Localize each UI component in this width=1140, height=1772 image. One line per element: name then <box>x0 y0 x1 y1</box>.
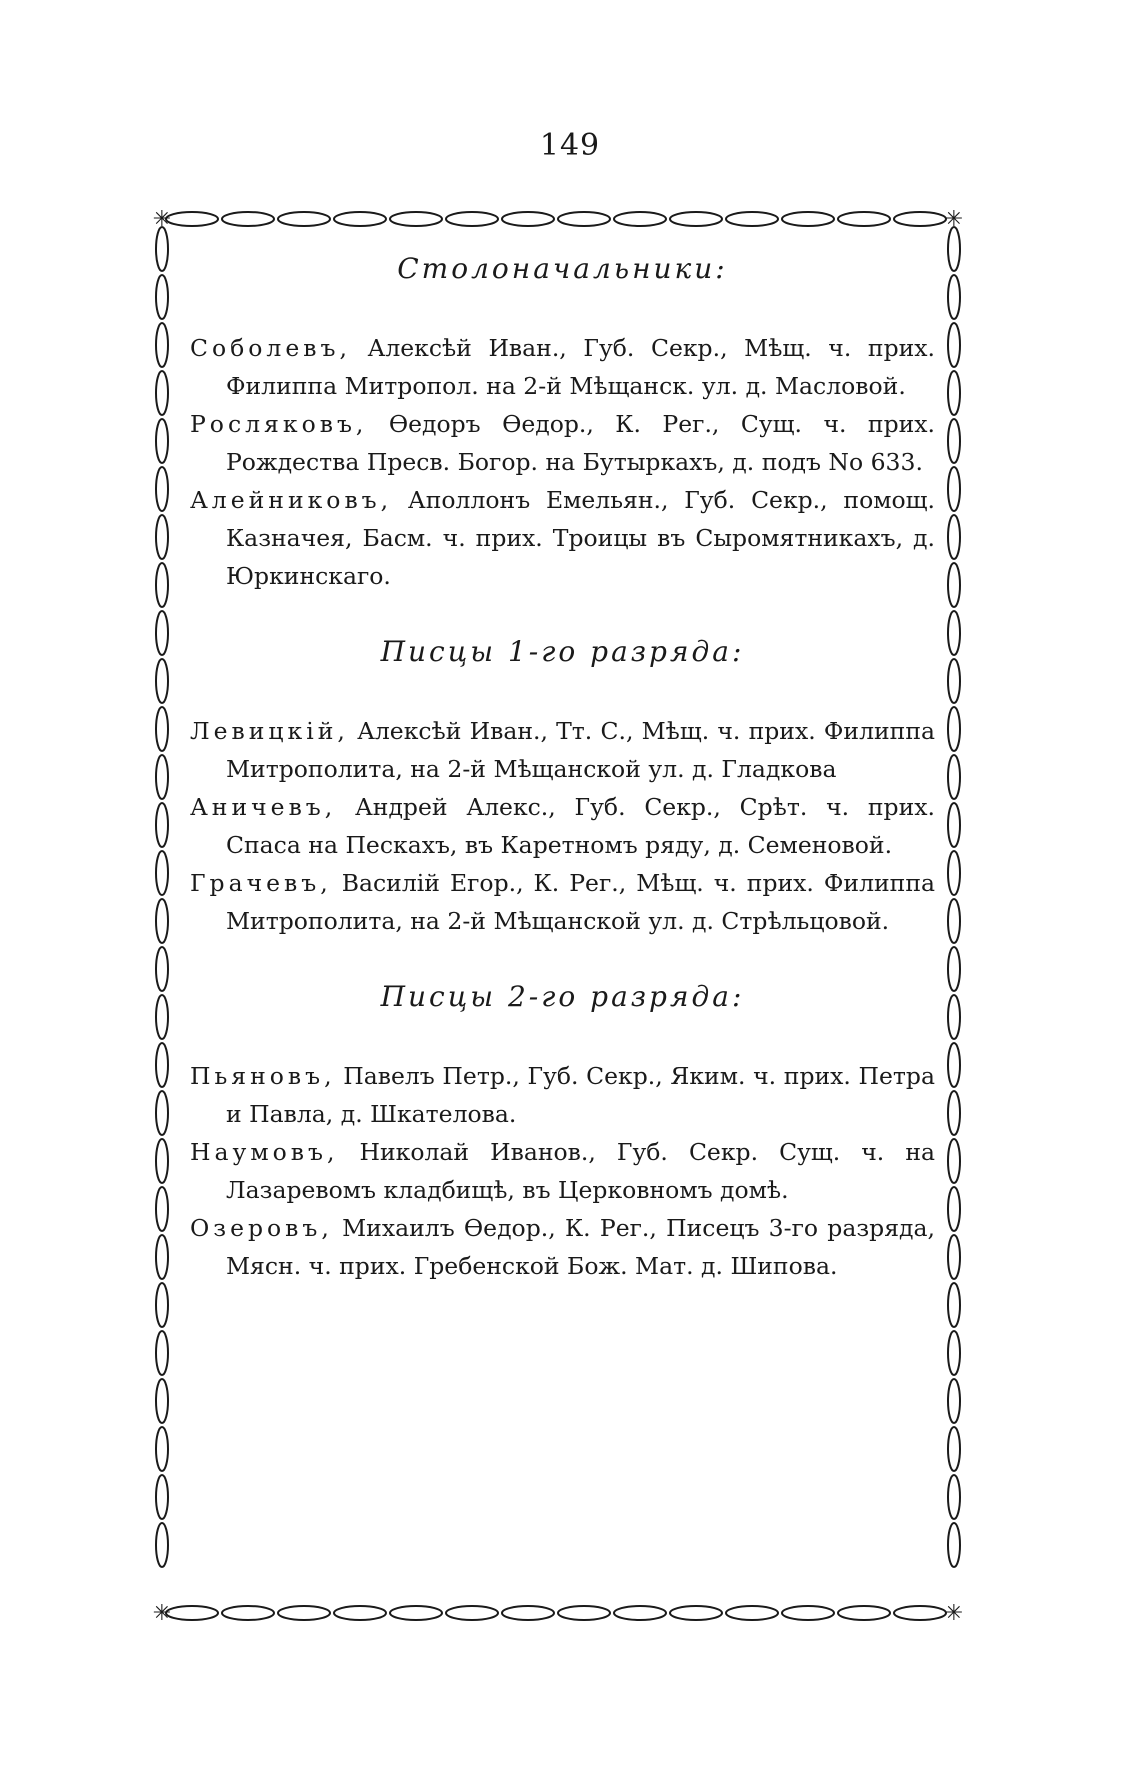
border-link <box>948 1379 960 1423</box>
border-link <box>156 1139 168 1183</box>
border-link <box>156 1331 168 1375</box>
border-link <box>390 1606 442 1620</box>
section-stolonachalniki <box>190 252 935 595</box>
entry-text: Николай Иванов., Губ. Секр. Сущ. ч. на Лазаревомъ кладбищѣ, въ Церковномъ домѣ. <box>226 1138 935 1204</box>
list-item <box>190 1057 935 1133</box>
border-link <box>948 755 960 799</box>
border-link <box>156 419 168 463</box>
border-link <box>948 611 960 655</box>
border-link <box>156 947 168 991</box>
section-pistsy-1 <box>190 635 935 940</box>
border-link <box>948 1427 960 1471</box>
border-link <box>838 212 890 226</box>
list-item <box>190 481 935 595</box>
list-item <box>190 788 935 864</box>
border-link <box>156 467 168 511</box>
border-link <box>156 563 168 607</box>
corner-star-icon: ✳ <box>944 1601 964 1626</box>
border-link <box>948 899 960 943</box>
corner-star-icon: ✳ <box>944 207 964 232</box>
border-link <box>948 1187 960 1231</box>
border-link <box>948 515 960 559</box>
section-pistsy-2 <box>190 980 935 1285</box>
border-link <box>156 899 168 943</box>
border-link <box>894 212 946 226</box>
entry-surname: Наумовъ, <box>190 1138 339 1166</box>
border-link <box>782 212 834 226</box>
border-link <box>948 851 960 895</box>
border-link <box>156 851 168 895</box>
list-item <box>190 864 935 940</box>
border-link <box>894 1606 946 1620</box>
entry-text: Василій Егор., К. Рег., Мѣщ. ч. прих. Филиппа Митрополита, на 2-й Мѣщанской ул. д. Стрѣльцовой. <box>226 869 935 935</box>
border-link <box>726 212 778 226</box>
border-link <box>670 1606 722 1620</box>
border-link <box>222 1606 274 1620</box>
entry-surname: Алейниковъ, <box>190 486 393 514</box>
entry-text: Андрей Алекс., Губ. Секр., Срѣт. ч. прих. Спаса на Пескахъ, въ Каретномъ ряду, д. Семеновой. <box>226 793 935 859</box>
border-link <box>948 947 960 991</box>
border-link <box>948 275 960 319</box>
entry-text: Алексѣй Иван., Губ. Секр., Мѣщ. ч. прих. Филиппа Митропол. на 2-й Мѣщанск. ул. д. Масловой. <box>226 334 935 400</box>
border-link <box>156 707 168 751</box>
border-link <box>948 1475 960 1519</box>
border-link <box>948 1235 960 1279</box>
border-link <box>156 659 168 703</box>
list-item <box>190 1209 935 1285</box>
border-link <box>446 1606 498 1620</box>
border-link <box>334 1606 386 1620</box>
border-link <box>948 371 960 415</box>
border-link <box>156 1475 168 1519</box>
entry-text: Ѳедоръ Ѳедор., К. Рег., Сущ. ч. прих. Рождества Пресв. Богор. на Бутыркахъ, д. подъ No 633. <box>226 410 935 476</box>
border-link <box>948 1091 960 1135</box>
list-item <box>190 329 935 405</box>
entry-text: Павелъ Петр., Губ. Секр., Яким. ч. прих. Петра и Павла, д. Шкателова. <box>226 1062 935 1128</box>
section-title: Писцы 2-го разряда: <box>380 980 745 1013</box>
border-link <box>948 1283 960 1327</box>
entry-surname: Росляковъ, <box>190 410 368 438</box>
border-link <box>156 1379 168 1423</box>
border-link <box>156 371 168 415</box>
border-link <box>446 212 498 226</box>
border-link <box>156 1427 168 1471</box>
border-link <box>948 1139 960 1183</box>
border-link <box>156 1235 168 1279</box>
border-link <box>948 323 960 367</box>
border-link <box>948 467 960 511</box>
border-link <box>948 659 960 703</box>
border-link <box>726 1606 778 1620</box>
border-link <box>948 995 960 1039</box>
section-title: Писцы 1-го разряда: <box>380 635 745 668</box>
entry-surname: Озеровъ, <box>190 1214 333 1242</box>
border-link <box>156 275 168 319</box>
list-item <box>190 1133 935 1209</box>
border-link <box>156 1091 168 1135</box>
list-item <box>190 405 935 481</box>
entry-text: Аполлонъ Емельян., Губ. Секр., помощ. Казначея, Басм. ч. прих. Троицы въ Сыромятникахъ, д. Юркинскаго. <box>226 486 935 590</box>
page-content <box>190 240 935 1285</box>
border-link <box>156 227 168 271</box>
corner-star-icon: ✳ <box>152 1601 172 1626</box>
entry-surname: Левицкій, <box>190 717 349 745</box>
border-link <box>558 1606 610 1620</box>
border-link <box>166 1606 218 1620</box>
section-title: Столоначальники: <box>397 252 728 285</box>
border-link <box>948 1331 960 1375</box>
border-link <box>948 1043 960 1087</box>
corner-star-icon: ✳ <box>152 207 172 232</box>
border-link <box>156 515 168 559</box>
border-link <box>156 755 168 799</box>
border-link <box>156 803 168 847</box>
border-link <box>156 1283 168 1327</box>
border-link <box>948 419 960 463</box>
entry-text: Алексѣй Иван., Тт. С., Мѣщ. ч. прих. Филиппа Митрополита, на 2-й Мѣщанской ул. д. Гладкова <box>226 717 935 783</box>
border-link <box>156 323 168 367</box>
entry-surname: Соболевъ, <box>190 334 351 362</box>
border-link <box>502 212 554 226</box>
border-link <box>334 212 386 226</box>
border-link <box>948 227 960 271</box>
border-link <box>948 1523 960 1567</box>
border-link <box>156 611 168 655</box>
border-link <box>948 563 960 607</box>
page-number: 149 <box>539 128 601 163</box>
border-link <box>502 1606 554 1620</box>
border-link <box>614 1606 666 1620</box>
border-link <box>278 1606 330 1620</box>
list-item <box>190 712 935 788</box>
border-link <box>390 212 442 226</box>
border-link <box>948 707 960 751</box>
border-link <box>156 1523 168 1567</box>
border-link <box>156 1187 168 1231</box>
border-link <box>156 1043 168 1087</box>
border-link <box>948 803 960 847</box>
border-link <box>782 1606 834 1620</box>
entry-surname: Пьяновъ, <box>190 1062 336 1090</box>
border-link <box>156 995 168 1039</box>
entry-surname: Грачевъ, <box>190 869 332 897</box>
border-link <box>838 1606 890 1620</box>
border-link <box>558 212 610 226</box>
border-link <box>166 212 218 226</box>
border-link <box>614 212 666 226</box>
entry-surname: Аничевъ, <box>190 793 337 821</box>
entry-text: Михаилъ Ѳедор., К. Рег., Писецъ 3-го разряда, Мясн. ч. прих. Гребенской Бож. Мат. д. Шипова. <box>226 1214 935 1280</box>
border-link <box>670 212 722 226</box>
border-link <box>278 212 330 226</box>
border-link <box>222 212 274 226</box>
